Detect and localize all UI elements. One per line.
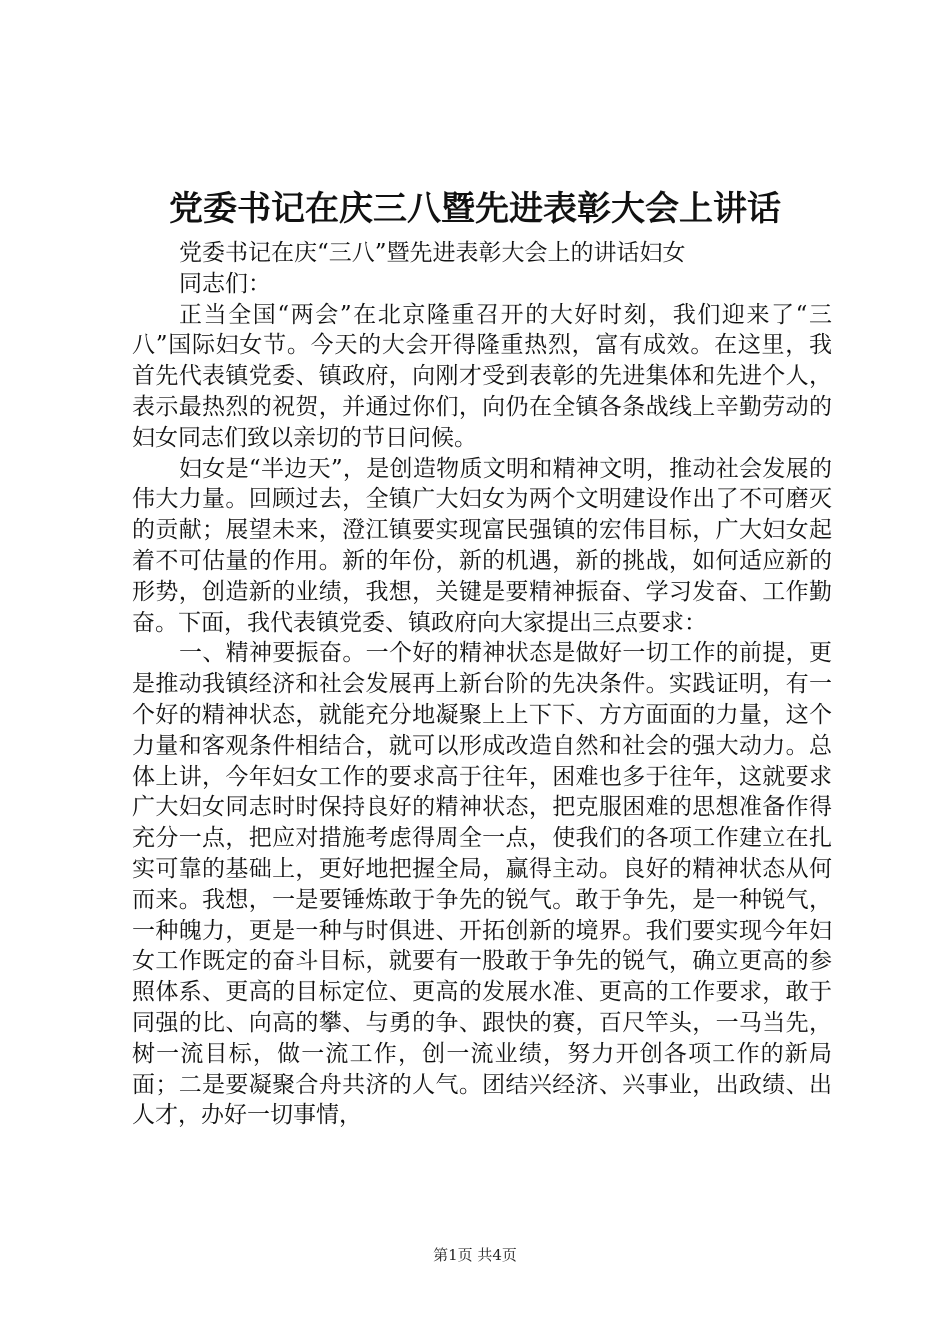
- body-paragraph: 正当全国“两会”在北京隆重召开的大好时刻，我们迎来了“三八”国际妇女节。今天的大会开得隆重热烈，富有成效。在这里，我首先代表镇党委、镇政府，向刚才受到表彰的先进集体和先进个人，表示最热烈的祝贺，并通过你们，向仍在全镇各条战线上辛勤劳动的妇女同志们致以亲切的节日问候。: [132, 301, 832, 451]
- document-body: [132, 238, 832, 1131]
- subtitle-paragraph: 党委书记在庆“三八”暨先进表彰大会上的讲话妇女: [179, 240, 686, 266]
- salutation-paragraph: 同志们：: [179, 270, 271, 297]
- document-title: 党委书记在庆三八暨先进表彰大会上讲话: [169, 189, 781, 229]
- page-number-footer: 第1页 共4页: [433, 1246, 517, 1264]
- body-paragraph: 一、精神要振奋。一个好的精神状态是做好一切工作的前提，更是推动我镇经济和社会发展再上新台阶的先决条件。实践证明，有一个好的精神状态，就能充分地凝聚上上下下、方方面面的力量，这个力量和客观条件相结合，就可以形成改造自然和社会的强大动力。总体上讲，今年妇女工作的要求高于往年，困难也多于往年，这就要求广大妇女同志时时保持良好的精神状态，把克服困难的思想准备作得充分一点，把应对措施考虑得周全一点，使我们的各项工作建立在扎实可靠的基础上，更好地把握全局，赢得主动。良好的精神状态从何而来。我想，一是要锤炼敢于争先的锐气。敢于争先，是一种锐气，一种魄力，更是一种与时俱进、开拓创新的境界。我们要实现今年妇女工作既定的奋斗目标，就要有一股敢于争先的锐气，确立更高的参照体系、更高的目标定位、更高的发展水准、更高的工作要求，敢于同强的比、向高的攀、与勇的争、跟快的赛，百尺竿头，一马当先，树一流目标，做一流工作，创一流业绩，努力开创各项工作的新局面；二是要凝聚合舟共济的人气。团结兴经济、兴事业，出政绩、出人才，办好一切事情，: [132, 640, 832, 1129]
- body-paragraph: 妇女是“半边天”，是创造物质文明和精神文明，推动社会发展的伟大力量。回顾过去，全镇广大妇女为两个文明建设作出了不可磨灭的贡献；展望未来，澄江镇要实现富民强镇的宏伟目标，广大妇女起着不可估量的作用。新的年份，新的机遇，新的挑战，如何适应新的形势，创造新的业绩，我想，关键是要精神振奋、学习发奋、工作勤奋。下面，我代表镇党委、镇政府向大家提出三点要求：: [132, 455, 832, 636]
